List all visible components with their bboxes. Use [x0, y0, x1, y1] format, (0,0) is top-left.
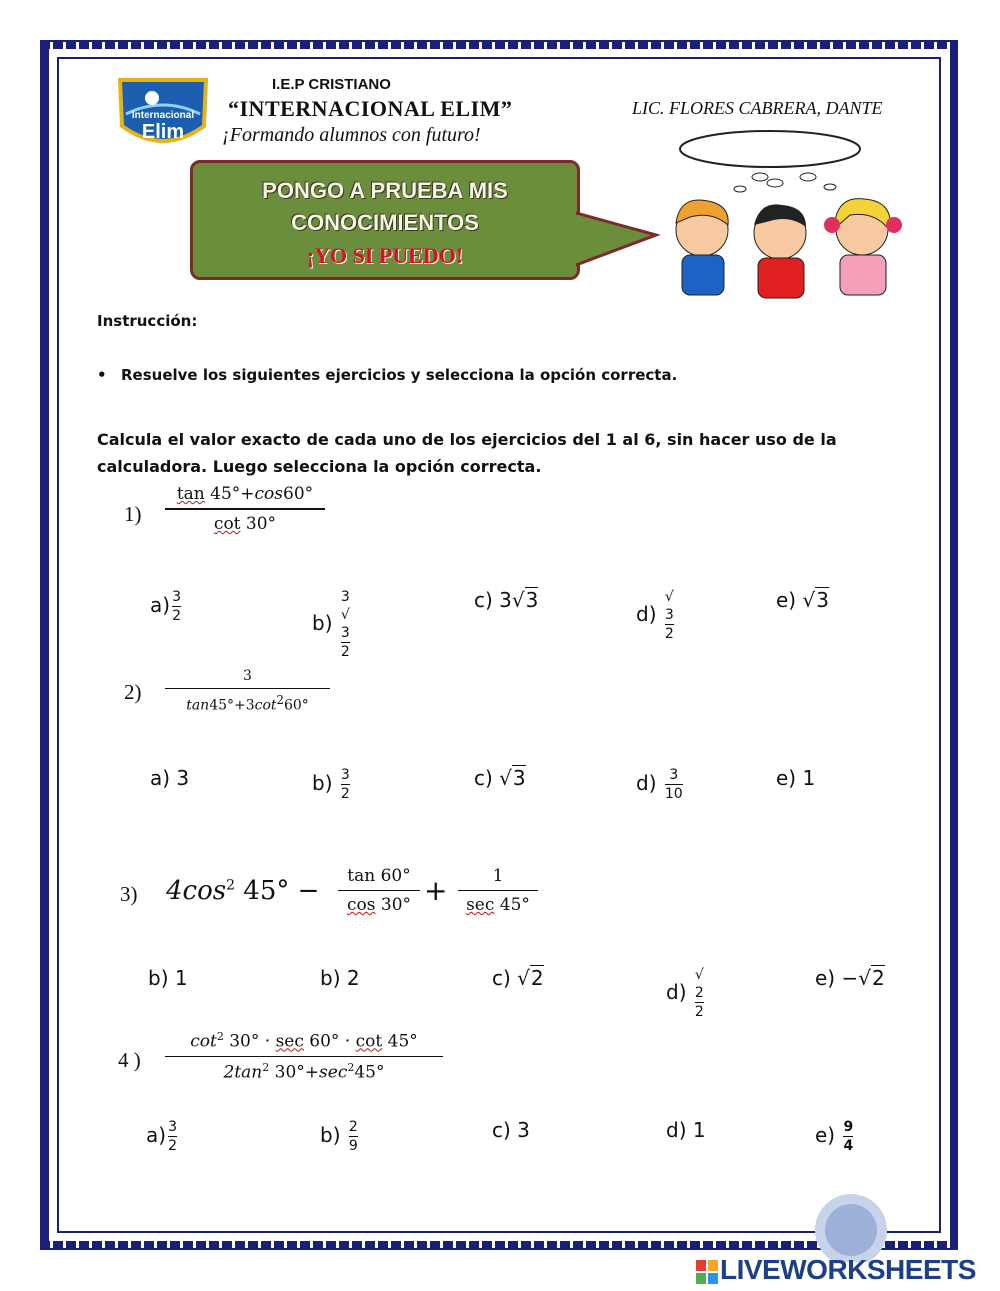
school-logo-icon [116, 76, 210, 158]
instruction-bullet-text: Resuelve los siguientes ejercicios y selecciona la opción correcta. [121, 366, 678, 384]
option-d[interactable]: d) √ 2 2 [666, 967, 704, 1020]
banner-line-3: ¡YO SI PUEDO! [306, 243, 464, 268]
option-e[interactable]: e) 1 [776, 766, 816, 790]
banner-line-2: CONOCIMIENTOS [291, 210, 479, 235]
question-number: 3) [120, 882, 138, 906]
question-3-fraction-1: tan 60° cos 30° [338, 866, 420, 915]
option-b[interactable]: b) 2 [320, 966, 360, 990]
teacher-name: LIC. FLORES CABRERA, DANTE [632, 98, 883, 118]
banner-line-1: PONGO A PRUEBA MIS [262, 178, 508, 203]
option-a[interactable]: a) $\frac{3}{2}$ [150, 589, 181, 624]
thinking-kids-illustration [650, 125, 930, 305]
question-number: 4 ) [118, 1048, 141, 1072]
option-c[interactable]: c) √3 [474, 766, 526, 790]
liveworksheets-logo-icon [696, 1260, 718, 1284]
option-d[interactable]: d) √ 3 2 [636, 589, 674, 642]
plus-sign: + [424, 874, 448, 907]
option-b[interactable]: b) $\frac{3}{2}$ [312, 767, 350, 802]
watermark-text: LIVEWORKSHEETS [720, 1254, 976, 1285]
option-a[interactable]: a) $\frac{3}{2}$ [146, 1119, 177, 1154]
option-d[interactable]: d) $\frac{3}{10}$ [636, 767, 683, 802]
school-name: “INTERNACIONAL ELIM” [228, 96, 513, 121]
instruction-label: Instrucción: [97, 312, 198, 330]
instruction-paragraph: Calcula el valor exacto de cada uno de los ejercicios del 1 al 6, sin hacer uso de la calculadora. Luego selecciona la opción correcta. [97, 430, 837, 476]
option-a[interactable]: a) 3 [150, 766, 190, 790]
option-c[interactable]: c) 3 [492, 1118, 530, 1142]
option-b[interactable]: b) 3 √ 3 2 [312, 589, 350, 660]
school-type: I.E.P CRISTIANO [272, 76, 391, 93]
question-number: 2) [124, 680, 142, 704]
option-a[interactable]: b) 1 [148, 966, 188, 990]
instruction-bullet: • Resuelve los siguientes ejercicios y selecciona la opción correcta. [97, 366, 678, 384]
liveworksheets-watermark [696, 1254, 976, 1286]
option-e[interactable]: e) −√2 [815, 966, 885, 990]
question-3-lead: $4\cos^2$ 45° − [166, 876, 320, 906]
question-1-expression: tan 45°+cos60° cot 30° [165, 484, 325, 534]
watermark-circle-icon [812, 1192, 890, 1262]
question-3-fraction-2: 1 sec 45° [458, 866, 538, 915]
option-e[interactable]: e) $\frac{9}{4}$ [815, 1119, 854, 1154]
school-motto: ¡Formando alumnos con futuro! [222, 124, 481, 146]
bubble-tail-icon [576, 205, 660, 275]
question-number: 1) [124, 502, 142, 526]
option-c[interactable]: c) √2 [492, 966, 544, 990]
question-2-expression: 3 $\tan 45^\circ+3\cot^260^\circ$ [165, 668, 330, 714]
logo-text-main: Elim [141, 121, 185, 143]
option-e[interactable]: e) √3 [776, 588, 829, 612]
option-c[interactable]: c) 3√3 [474, 588, 539, 612]
option-d[interactable]: d) 1 [666, 1118, 706, 1142]
logo-text-top: Internacional [131, 110, 195, 121]
question-4-expression: $\cot^2 30^\circ \cdot \sec 60^\circ \cdot \cot 45^\circ$ $2\tan^2$ $30^\circ+\sec^245^\circ$ [165, 1030, 443, 1082]
thought-cloud-icon [680, 131, 860, 167]
option-b[interactable]: b) $\frac{2}{9}$ [320, 1119, 358, 1154]
